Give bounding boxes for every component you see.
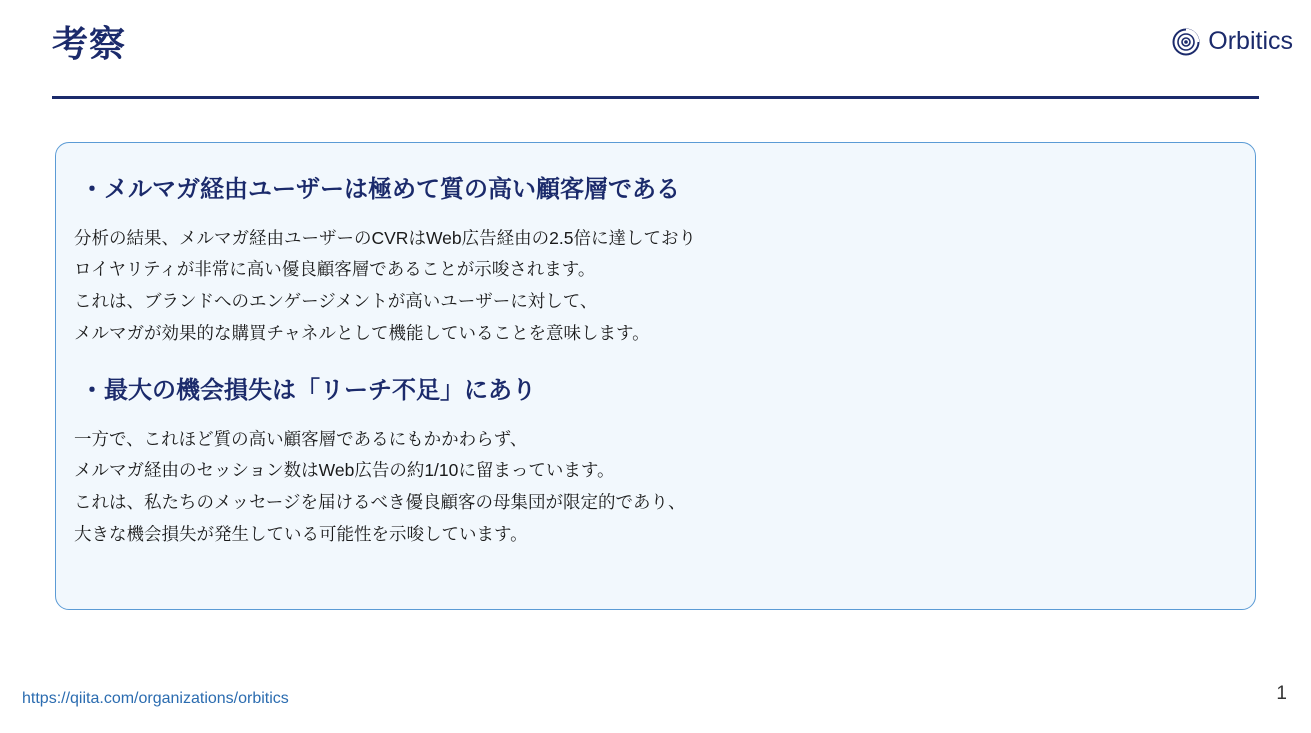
footer-link[interactable]: https://qiita.com/organizations/orbitics	[22, 690, 289, 707]
section-2-heading: ・最大の機会損失は「リーチ不足」にあり	[80, 377, 536, 404]
section-1-line-1: 分析の結果、メルマガ経由ユーザーのCVRはWeb広告経由の2.5倍に達しており	[74, 227, 696, 248]
section-1-line-4: メルマガが効果的な購買チャネルとして機能していることを意味します。	[74, 323, 650, 344]
insight-section-1	[56, 173, 1255, 350]
header-divider	[52, 96, 1259, 99]
page-title: 考察	[52, 23, 127, 64]
section-1-line-3: これは、ブランドへのエンゲージメントが高いユーザーに対して、	[74, 291, 598, 312]
section-2-body	[56, 424, 1255, 551]
brand-name: Orbitics	[1208, 27, 1293, 55]
brand-logo	[1172, 27, 1293, 56]
insight-section-2	[56, 374, 1255, 551]
insight-card	[55, 142, 1256, 610]
section-2-line-2: メルマガ経由のセッション数はWeb広告の約1/10に留まっています。	[74, 460, 615, 481]
section-2-line-1: 一方で、これほど質の高い顧客層であるにもかかわらず、	[74, 428, 528, 449]
section-2-line-4: 大きな機会損失が発生している可能性を示唆しています。	[74, 524, 528, 545]
section-1-body	[56, 223, 1255, 350]
spiral-target-icon	[1172, 28, 1200, 56]
section-1-heading: ・メルマガ経由ユーザーは極めて質の高い顧客層である	[80, 176, 680, 203]
page-number: 1	[1276, 683, 1287, 704]
section-2-line-3: これは、私たちのメッセージを届けるべき優良顧客の母集団が限定的であり、	[74, 492, 686, 513]
slide-header	[0, 0, 1311, 100]
section-1-line-2: ロイヤリティが非常に高い優良顧客層であることが示唆されます。	[74, 259, 596, 280]
